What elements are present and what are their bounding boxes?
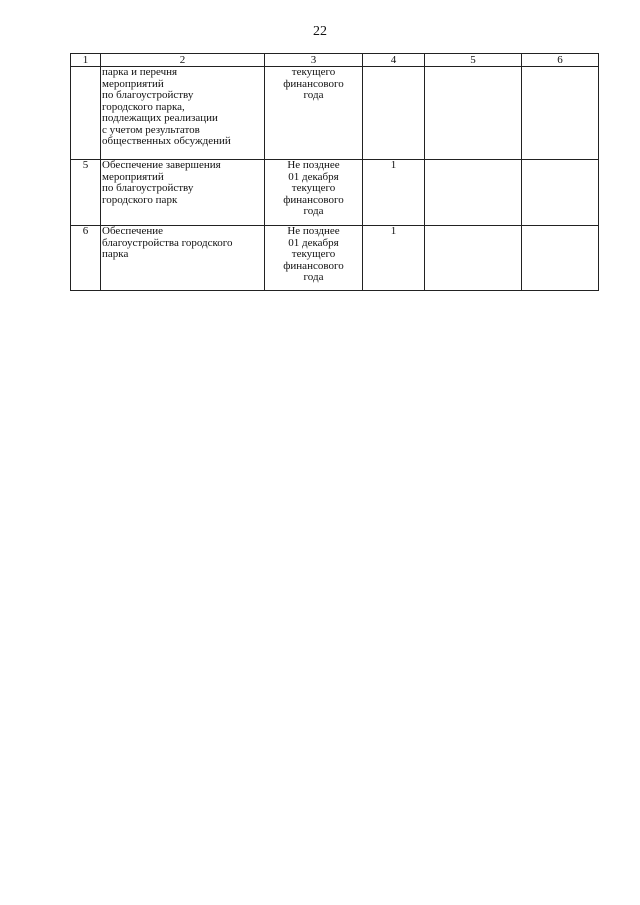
empty-cell xyxy=(425,67,522,160)
empty-cell xyxy=(522,160,599,226)
value-cell: 1 xyxy=(363,160,425,226)
deadline-cell xyxy=(265,67,363,160)
table-header-row xyxy=(71,54,599,67)
column-header: 2 xyxy=(101,54,265,67)
deadline-line: финансового xyxy=(283,193,344,206)
empty-cell xyxy=(425,160,522,226)
page-number: 22 xyxy=(313,24,327,39)
activity-line: по благоустройству xyxy=(102,89,194,101)
deadline-line: года xyxy=(303,89,324,101)
activity-line: по благоустройству xyxy=(102,182,194,194)
activity-line: городского парк xyxy=(102,193,178,206)
value-cell xyxy=(363,67,425,160)
row-number-cell: 6 xyxy=(71,226,101,291)
deadline-line: года xyxy=(303,205,324,217)
table-row xyxy=(71,226,599,291)
empty-cell xyxy=(522,67,599,160)
activity-cell xyxy=(101,67,265,160)
activity-line: Обеспечение завершения xyxy=(102,159,221,171)
activity-line: Обеспечение xyxy=(102,225,163,237)
deadline-line: текущего xyxy=(291,182,336,194)
activity-line: парка xyxy=(102,248,129,260)
deadline-line: текущего xyxy=(291,66,336,78)
activity-line: мероприятий xyxy=(102,170,164,183)
deadline-line: Не позднее xyxy=(287,159,340,171)
activity-line: мероприятий xyxy=(102,77,164,90)
plan-table xyxy=(70,53,599,291)
empty-cell xyxy=(425,226,522,291)
row-number-cell: 5 xyxy=(71,160,101,226)
activity-line: общественных обсуждений xyxy=(102,135,231,147)
empty-cell xyxy=(522,226,599,291)
deadline-line: года xyxy=(303,271,324,283)
row-number-cell xyxy=(71,67,101,160)
column-header: 4 xyxy=(363,54,425,67)
deadline-cell xyxy=(265,160,363,226)
activity-line: подлежащих реализации xyxy=(102,112,218,124)
activity-line: парка и перечня xyxy=(102,66,178,78)
column-header: 1 xyxy=(71,54,101,67)
deadline-line: финансового xyxy=(283,259,344,272)
activity-cell xyxy=(101,226,265,291)
column-header: 6 xyxy=(522,54,599,67)
column-header: 5 xyxy=(425,54,522,67)
activity-line: благоустройства городского xyxy=(102,236,233,249)
activity-line: с учетом результатов xyxy=(102,123,200,136)
activity-cell xyxy=(101,160,265,226)
table-row xyxy=(71,160,599,226)
value-cell: 1 xyxy=(363,226,425,291)
deadline-line: 01 декабря xyxy=(288,170,339,183)
activity-line: городского парка, xyxy=(102,100,185,113)
deadline-cell xyxy=(265,226,363,291)
deadline-line: Не позднее xyxy=(287,225,340,237)
table-row xyxy=(71,67,599,160)
deadline-line: текущего xyxy=(291,248,336,260)
deadline-line: финансового xyxy=(283,77,344,90)
column-header: 3 xyxy=(265,54,363,67)
deadline-line: 01 декабря xyxy=(288,236,339,249)
